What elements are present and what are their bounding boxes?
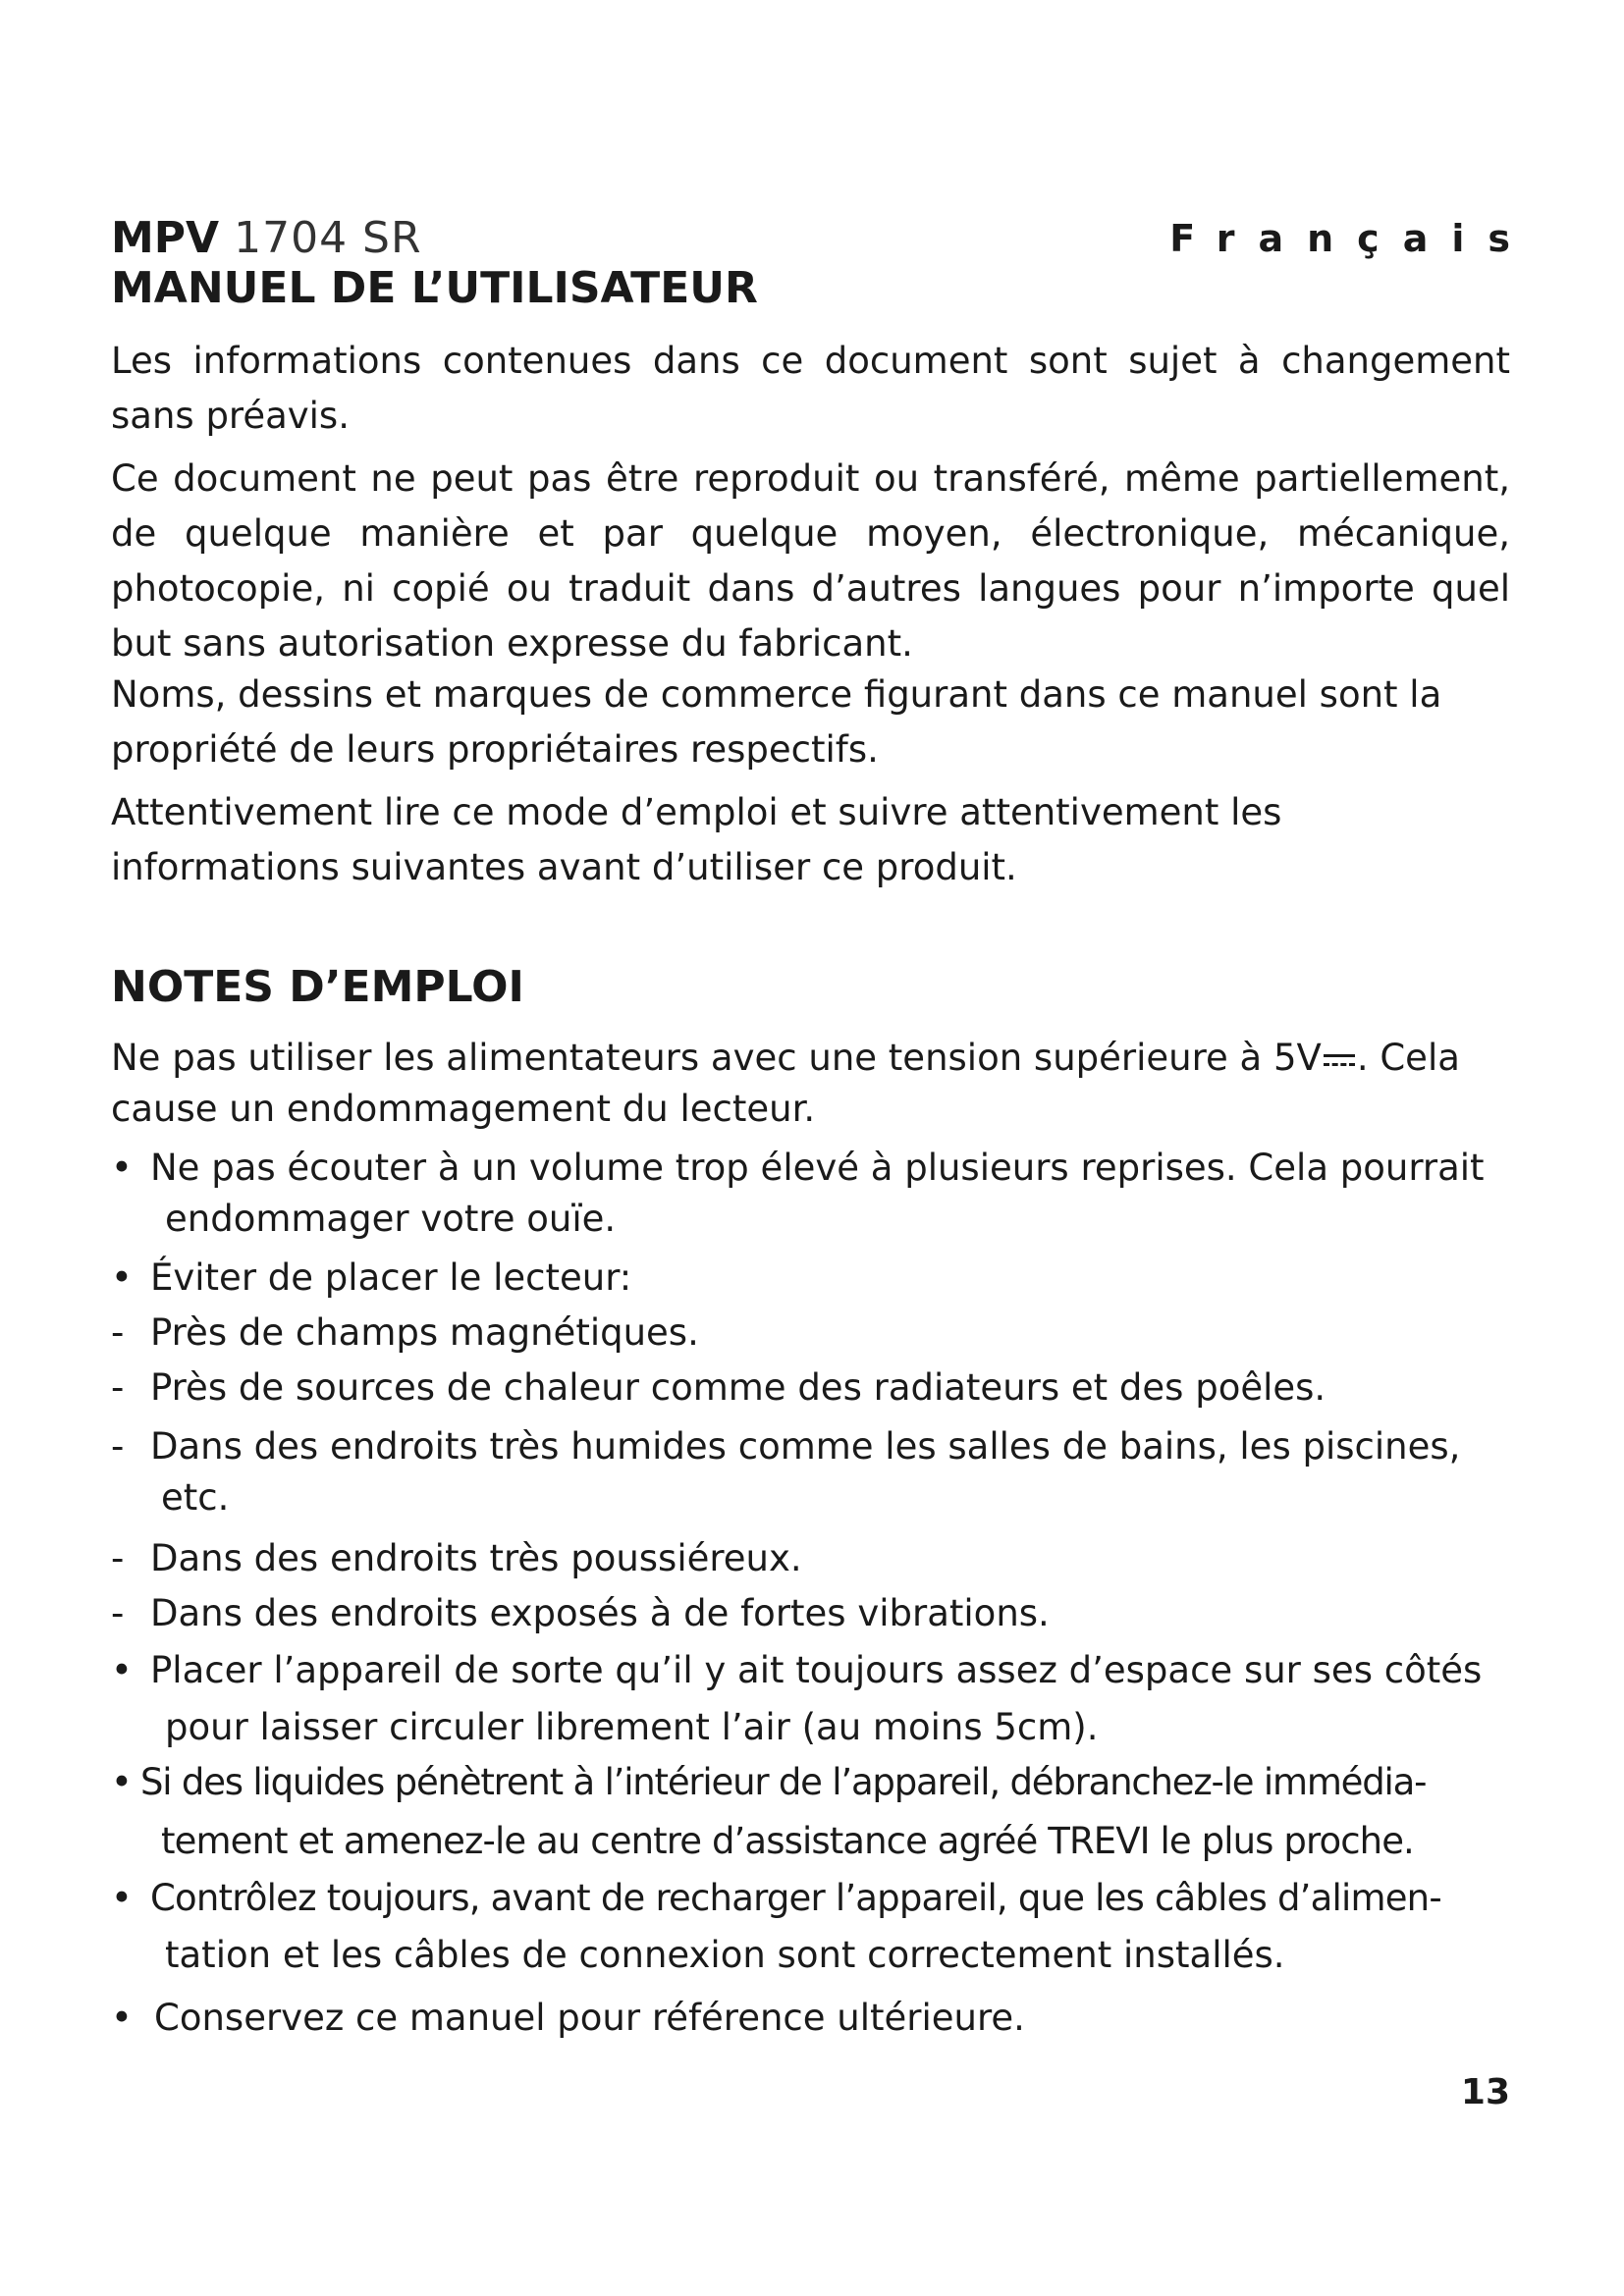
- list-item: [111, 1873, 1441, 1924]
- list-item-text: Éviter de placer le lecteur:: [150, 1256, 632, 1299]
- list-marker: •: [111, 1256, 133, 1299]
- list-marker: •: [111, 1761, 132, 1803]
- model-number: 1704 SR: [219, 213, 422, 263]
- voltage-warning-text: Ne pas utiliser les alimentateurs avec une tension supérieure à 5V: [111, 1037, 1322, 1079]
- list-item: [111, 1533, 802, 1584]
- page-number: 13: [1460, 2072, 1510, 2112]
- list-item-continuation: endommager votre ouïe.: [165, 1198, 617, 1240]
- list-item-text: Si des liquides pénètrent à l’intérieur de l’appareil, débranchez-le immédia-: [140, 1761, 1427, 1803]
- voltage-warning-end: . Cela: [1356, 1037, 1460, 1079]
- list-item: [111, 1362, 1326, 1414]
- list-item-text: Conservez ce manuel pour référence ultérieure.: [154, 1997, 1025, 2039]
- list-marker: -: [111, 1592, 125, 1634]
- notes-heading: NOTES D’EMPLOI: [111, 962, 524, 1012]
- list-marker: •: [111, 1649, 133, 1691]
- model-name: [111, 214, 422, 263]
- list-item: [111, 1253, 631, 1304]
- list-item-text: Dans des endroits très poussiéreux.: [150, 1537, 802, 1579]
- list-item: [111, 1993, 1025, 2044]
- list-item-continuation: pour laisser circuler librement l’air (au moins 5cm).: [165, 1706, 1099, 1748]
- list-item-continuation: tement et amenez-le au centre d’assistance agréé TREVI le plus proche.: [161, 1820, 1414, 1862]
- intro-paragraph-2: Ce document ne peut pas être reproduit ou transféré, même partiellement, de quelque manière et par quelque moyen, électronique, mécanique, photocopie, ni copié ou traduit dans d’autres langues pour n’importe quel but sans autorisation expresse du fabricant.: [111, 457, 1510, 665]
- list-item-text: Placer l’appareil de sorte qu’il y ait toujours assez d’espace sur ses côtés: [150, 1649, 1483, 1691]
- list-item-text: Ne pas écouter à un volume trop élevé à plusieurs reprises. Cela pourrait: [150, 1147, 1485, 1189]
- list-item-text: Dans des endroits très humides comme les salles de bains, les piscines,: [150, 1425, 1461, 1468]
- list-item-text: Près de sources de chaleur comme des radiateurs et des poêles.: [150, 1366, 1326, 1409]
- dc-voltage-icon: [1322, 1050, 1357, 1070]
- list-item: [111, 1588, 1050, 1639]
- intro-paragraph-1: Les informations contenues dans ce document sont sujet à changement sans préavis.: [111, 340, 1510, 437]
- list-marker: -: [111, 1537, 125, 1579]
- list-item: [111, 1757, 1426, 1808]
- page-header: [111, 213, 1534, 263]
- intro-paragraph-3: Noms, dessins et marques de commerce figurant dans ce manuel sont la propriété de leurs propriétaires respectifs.: [111, 673, 1442, 771]
- list-item-text: Près de champs magnétiques.: [150, 1311, 699, 1354]
- list-item-text: Contrôlez toujours, avant de recharger l’appareil, que les câbles d’alimen-: [150, 1877, 1441, 1919]
- intro-paragraph-4: Attentivement lire ce mode d’emploi et suivre attentivement les informations suivantes avant d’utiliser ce produit.: [111, 791, 1282, 888]
- model-brand: MPV: [111, 213, 220, 263]
- list-marker: -: [111, 1311, 125, 1354]
- list-marker: -: [111, 1366, 125, 1409]
- list-item-continuation: etc.: [161, 1476, 230, 1519]
- list-item: [111, 1308, 699, 1359]
- list-marker: •: [111, 1997, 133, 2039]
- voltage-warning-line-1: [111, 1033, 1460, 1084]
- manual-title: MANUEL DE L’UTILISATEUR: [111, 263, 758, 313]
- list-marker: -: [111, 1425, 125, 1468]
- list-item-text: Dans des endroits exposés à de fortes vibrations.: [150, 1592, 1050, 1634]
- list-item: [111, 1645, 1482, 1696]
- list-item: [111, 1421, 1460, 1472]
- voltage-warning-line-2: cause un endommagement du lecteur.: [111, 1088, 816, 1130]
- list-marker: •: [111, 1147, 133, 1189]
- list-marker: •: [111, 1877, 133, 1919]
- list-item: [111, 1143, 1485, 1194]
- list-item-continuation: tation et les câbles de connexion sont correctement installés.: [165, 1934, 1285, 1976]
- language-label: Français: [1169, 217, 1534, 260]
